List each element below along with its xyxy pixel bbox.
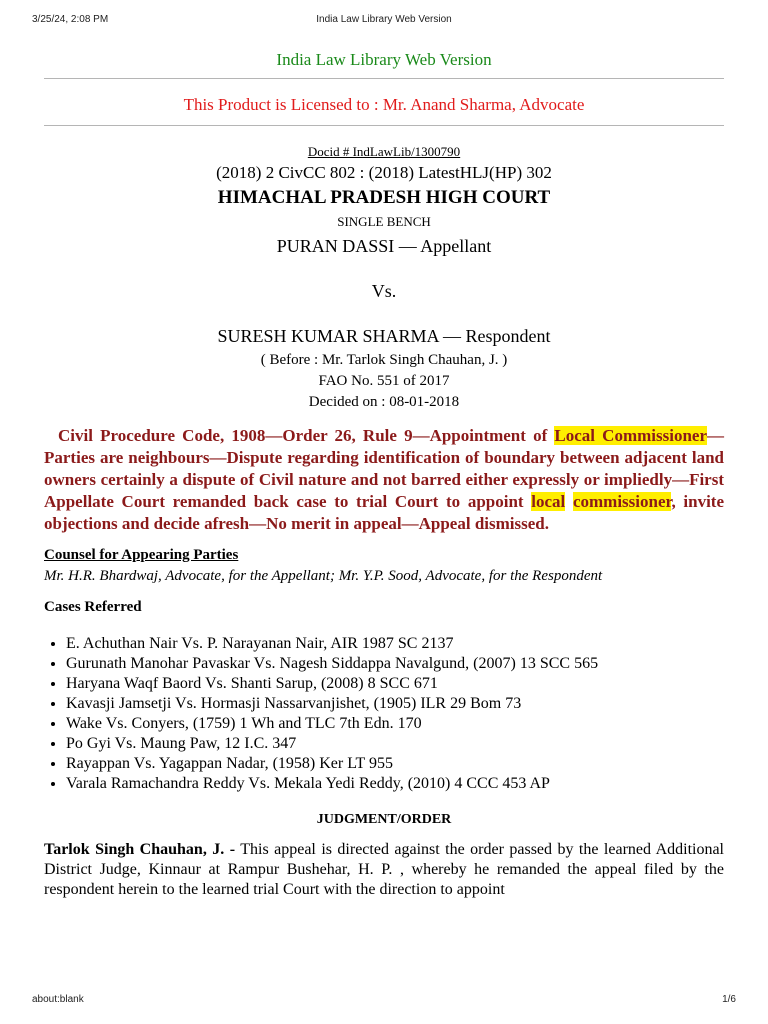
judge-name: Tarlok Singh Chauhan, J. - [44, 841, 236, 858]
cases-list [44, 634, 724, 794]
print-url: about:blank [32, 994, 84, 1005]
headnote-text-1: Civil Procedure Code, 1908—Order 26, Rule 9—Appointment of [58, 426, 555, 445]
case-item[interactable]: • Varala Ramachandra Reddy Vs. Mekala Yedi Reddy, (2010) 4 CCC 453 AP [66, 774, 724, 794]
judgment-heading: JUDGMENT/ORDER [316, 812, 452, 827]
headnote-space [565, 492, 573, 511]
docid-link[interactable]: Docid # IndLawLib/1300790 [307, 144, 461, 159]
case-item[interactable]: • Rayappan Vs. Yagappan Nadar, (1958) Ker LT 955 [66, 754, 724, 774]
counsel-text: Mr. H.R. Bhardwaj, Advocate, for the Appellant; Mr. Y.P. Sood, Advocate, for the Respondent [44, 568, 603, 584]
bench: SINGLE BENCH [337, 214, 431, 229]
judgment-text: This appeal is directed against the order passed by the learned Additional District Judge, Kinnaur at Rampur Bushehar, H. P. , whereby he remanded the appeal filed by the respondent herein to the learned trial Court with the direction to appoint [44, 841, 725, 898]
versus: Vs. [371, 281, 397, 301]
highlight-commissioner: commissioner [572, 492, 672, 511]
respondent: SURESH KUMAR SHARMA — Respondent [217, 326, 551, 346]
case-item[interactable]: • Wake Vs. Conyers, (1759) 1 Wh and TLC 7th Edn. 170 [66, 714, 724, 734]
print-footer [0, 994, 768, 1010]
counsel-heading: Counsel for Appearing Parties [44, 547, 239, 563]
highlight-local-commissioner: Local Commissioner [554, 426, 707, 445]
divider-license [44, 125, 724, 126]
judgment-paragraph [44, 840, 724, 900]
decision-date: Decided on : 08-01-2018 [308, 394, 460, 410]
citation: (2018) 2 CivCC 802 : (2018) LatestHLJ(HP) 302 [216, 163, 552, 182]
document-page [44, 48, 724, 900]
print-title: India Law Library Web Version [316, 14, 452, 25]
cases-heading: Cases Referred [44, 599, 142, 615]
appellant: PURAN DASSI — Appellant [276, 236, 492, 256]
divider-top [44, 78, 724, 79]
case-item[interactable]: • Po Gyi Vs. Maung Paw, 12 I.C. 347 [66, 734, 724, 754]
case-item[interactable]: • Haryana Waqf Baord Vs. Shanti Sarup, (2008) 8 SCC 671 [66, 674, 724, 694]
before-judge: ( Before : Mr. Tarlok Singh Chauhan, J. ) [260, 352, 508, 368]
license-notice: This Product is Licensed to : Mr. Anand Sharma, Advocate [183, 95, 585, 114]
page-counter: 1/6 [722, 994, 736, 1005]
print-datetime: 3/25/24, 2:08 PM [32, 14, 109, 25]
site-title: India Law Library Web Version [276, 50, 492, 69]
headnote-text-2: —Parties are neighbours—Dispute regarding identification of boundary between adjacent land owners certainly a dispute of Civil nature and not barred either expressly or impliedly—First Appellate Court remanded back case to trial Court to appoint [44, 426, 724, 511]
case-item[interactable]: • Kavasji Jamsetji Vs. Hormasji Nassarvanjishet, (1905) ILR 29 Bom 73 [66, 694, 724, 714]
print-header [0, 14, 768, 30]
headnote-text-3: , invite objections and decide afresh—No merit in appeal—Appeal dismissed. [44, 492, 725, 533]
case-item[interactable]: • Gurunath Manohar Pavaskar Vs. Nagesh Siddappa Navalgund, (2007) 13 SCC 565 [66, 654, 724, 674]
case-number: FAO No. 551 of 2017 [318, 373, 450, 389]
headnote [44, 425, 724, 535]
case-item[interactable]: • E. Achuthan Nair Vs. P. Narayanan Nair, AIR 1987 SC 2137 [66, 634, 724, 654]
highlight-local: local [531, 492, 566, 511]
court-name: HIMACHAL PRADESH HIGH COURT [217, 187, 551, 208]
